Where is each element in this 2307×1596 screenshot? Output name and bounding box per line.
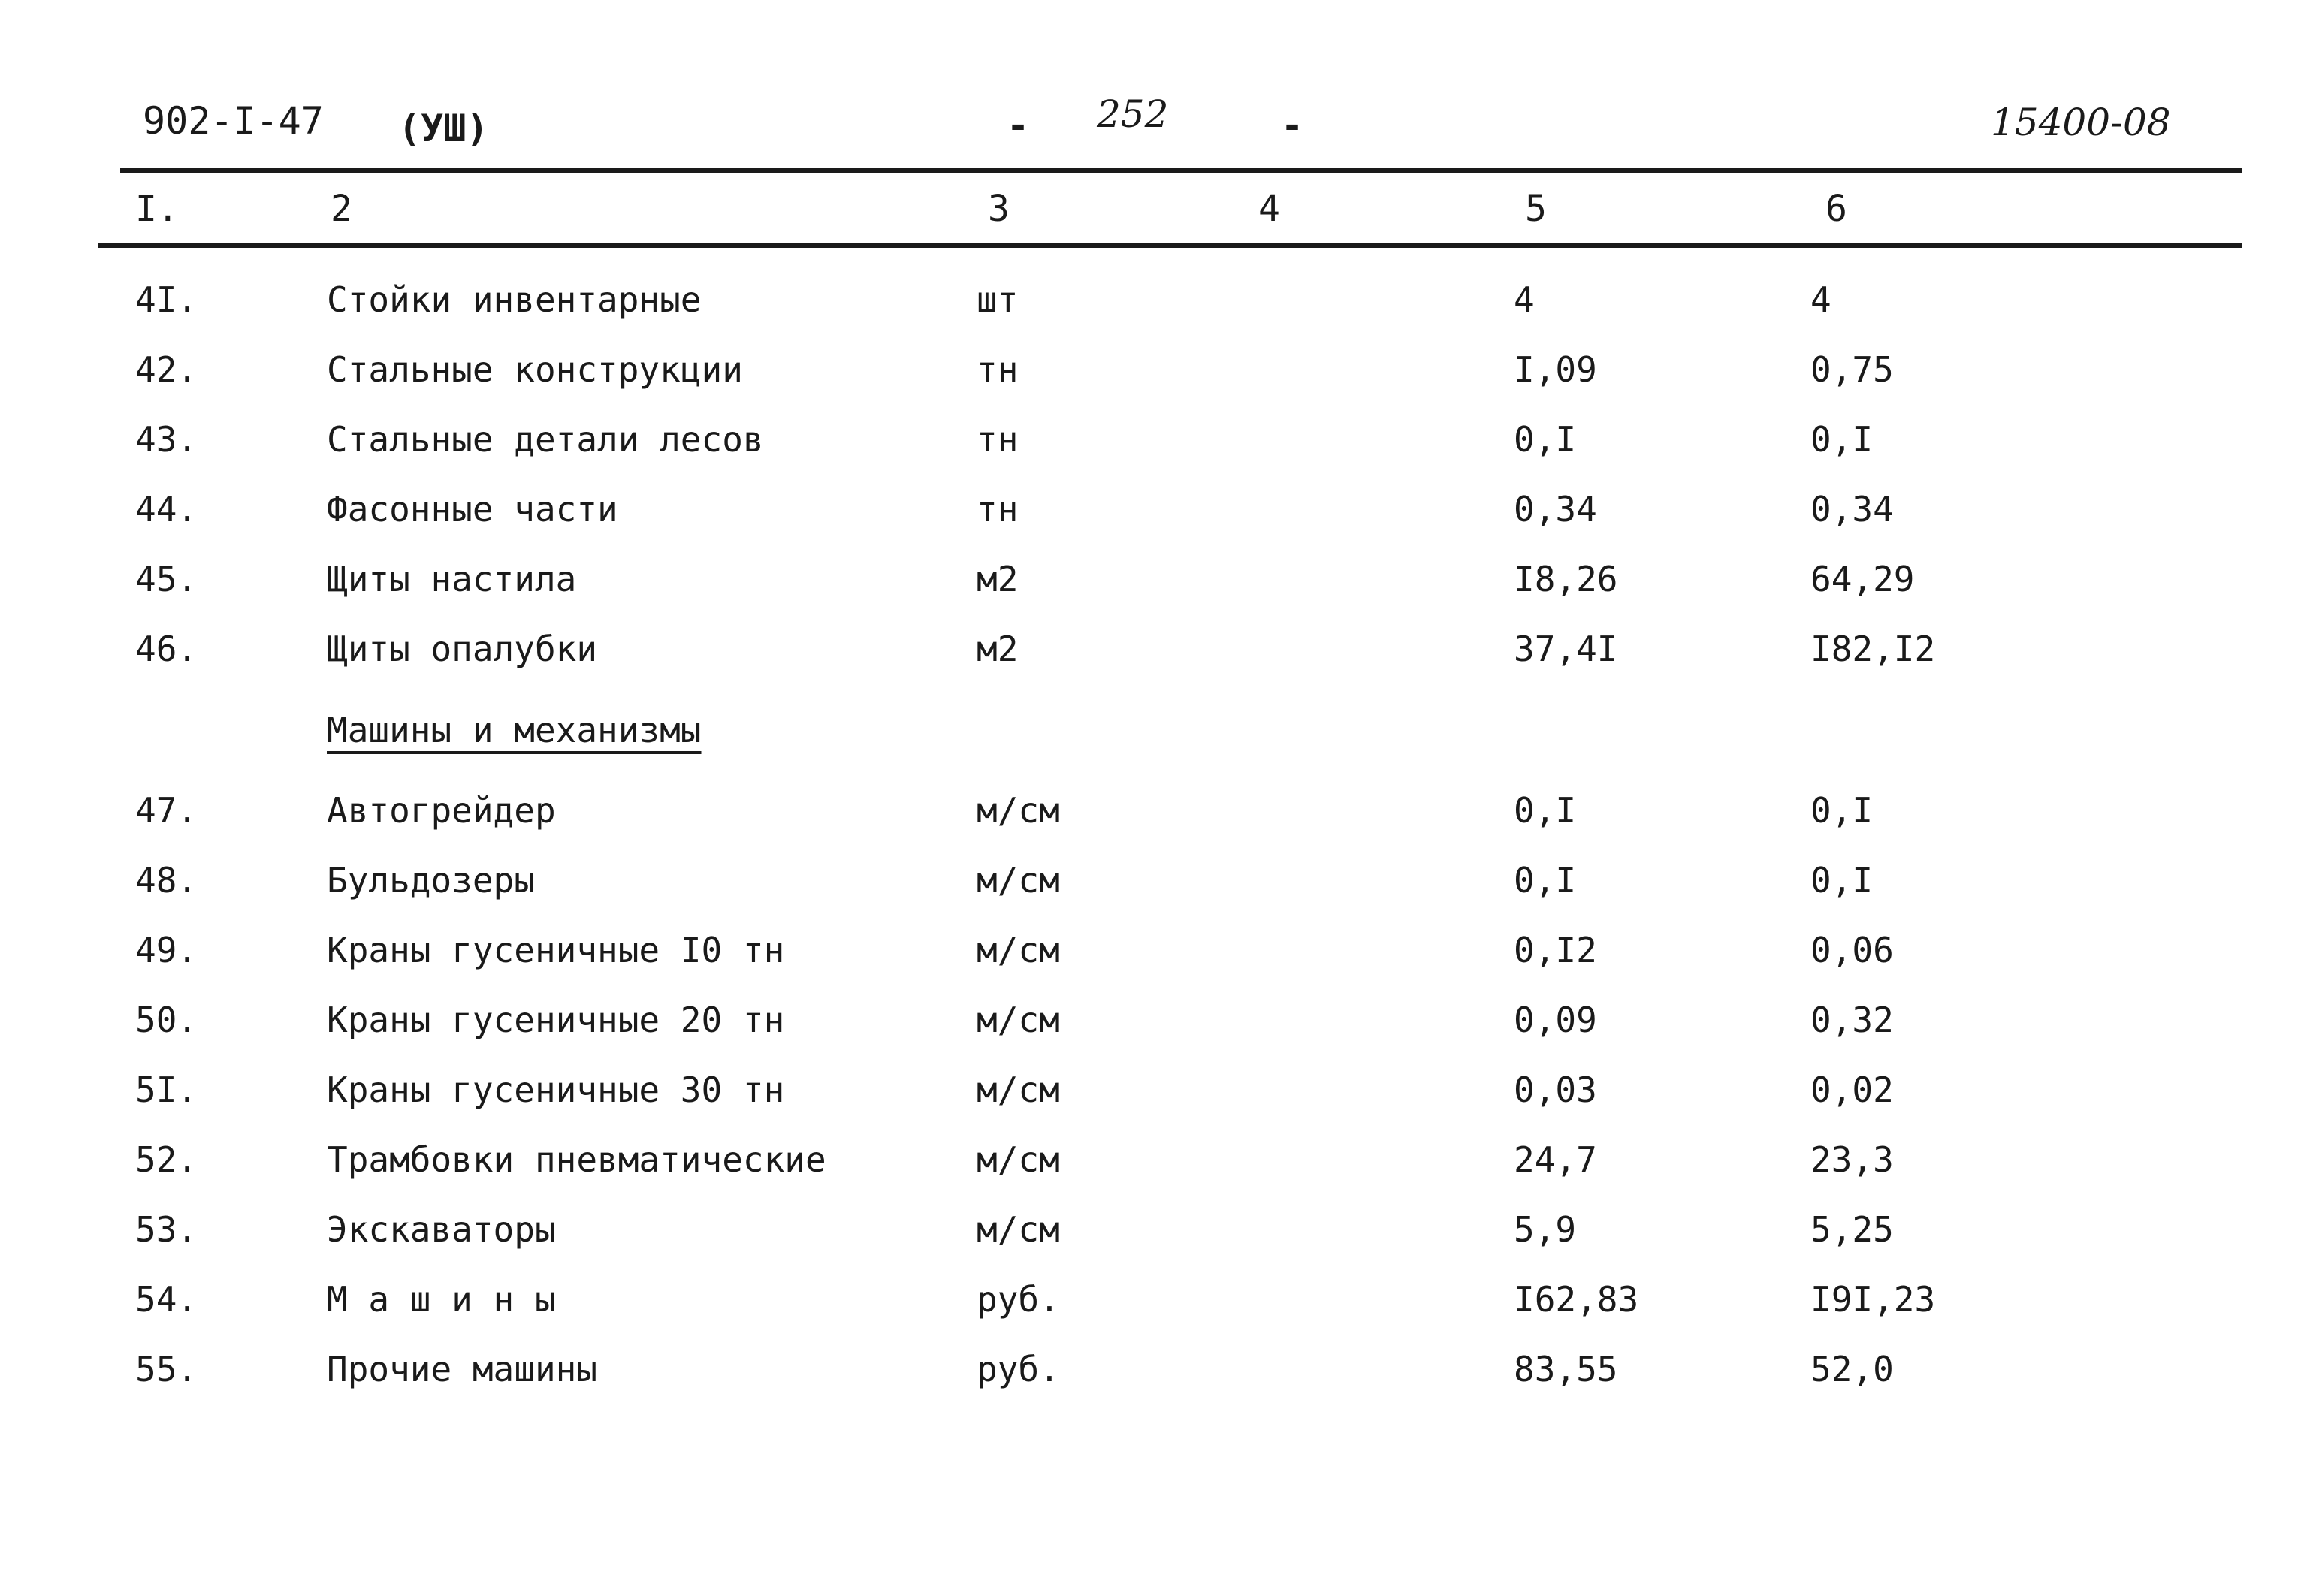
row-name: Краны гусеничные I0 тн [327,930,785,970]
row-unit: м/см [977,1070,1060,1110]
row-value-5: 0,09 [1514,1000,1597,1040]
row-name: Фасонные части [327,489,618,529]
reference-code: 15400-08 [1991,101,2171,144]
row-value-5: I,09 [1514,349,1597,390]
row-value-6: 0,I [1810,419,1874,460]
column-header-4: 4 [1258,188,1280,230]
row-name: Экскаваторы [327,1209,556,1250]
row-value-6: 0,I [1810,790,1874,831]
row-value-6: 23,3 [1810,1139,1894,1180]
row-unit: м/см [977,1139,1060,1180]
row-value-5: 0,I2 [1514,930,1597,970]
row-number: 45. [135,559,198,599]
row-unit: тн [977,349,1019,390]
table-row [0,1349,2307,1409]
table-row [0,559,2307,619]
row-name: Краны гусеничные 20 тн [327,1000,785,1040]
row-number: 47. [135,790,198,831]
row-unit: м/см [977,930,1060,970]
column-header-3: 3 [988,188,1010,230]
row-value-5: 24,7 [1514,1139,1597,1180]
row-number: 4I. [135,279,198,320]
row-unit: м2 [977,559,1019,599]
row-name: М а ш и н ы [327,1279,556,1320]
document-header [0,89,2307,164]
column-header-5: 5 [1525,188,1547,230]
row-value-6: I9I,23 [1810,1279,1936,1320]
page-number-dash-left: - [1007,104,1030,147]
row-name: Бульдозеры [327,860,535,901]
section-title: Машины и механизмы [327,710,702,750]
row-name: Трамбовки пневматические [327,1139,826,1180]
row-value-6: 0,06 [1810,930,1894,970]
row-unit: тн [977,419,1019,460]
table-row [0,419,2307,479]
table-row [0,489,2307,549]
row-value-5: 4 [1514,279,1535,320]
row-value-6: 64,29 [1810,559,1915,599]
row-name: Щиты опалубки [327,629,598,669]
row-name: Стальные детали лесов [327,419,764,460]
row-unit: м/см [977,1209,1060,1250]
column-header-1: I. [135,188,179,230]
row-value-5: 0,I [1514,419,1577,460]
row-value-6: 0,02 [1810,1070,1894,1110]
row-value-5: 83,55 [1514,1349,1618,1389]
page-number-dash-right: - [1281,104,1304,147]
row-number: 5I. [135,1070,198,1110]
column-header-2: 2 [331,188,352,230]
column-header-6: 6 [1825,188,1847,230]
table-row [0,279,2307,339]
row-name: Стойки инвентарные [327,279,702,320]
row-number: 52. [135,1139,198,1180]
row-unit: м/см [977,1000,1060,1040]
row-value-6: 5,25 [1810,1209,1894,1250]
row-number: 48. [135,860,198,901]
row-number: 42. [135,349,198,390]
row-value-6: 52,0 [1810,1349,1894,1389]
row-number: 43. [135,419,198,460]
row-unit: руб. [977,1279,1060,1320]
row-name: Краны гусеничные 30 тн [327,1070,785,1110]
table-row [0,1279,2307,1339]
table-row [0,629,2307,689]
row-name: Щиты настила [327,559,577,599]
row-value-6: I82,I2 [1810,629,1936,669]
row-number: 44. [135,489,198,529]
row-value-5: 5,9 [1514,1209,1577,1250]
document-variant: (УШ) [398,107,489,150]
row-value-5: 0,I [1514,860,1577,901]
table-row [0,930,2307,990]
row-value-6: 0,34 [1810,489,1894,529]
row-number: 50. [135,1000,198,1040]
row-name: Прочие машины [327,1349,598,1389]
header-rule-top [120,168,2242,173]
row-value-6: 4 [1810,279,1831,320]
table-row [0,1139,2307,1199]
row-value-6: 0,32 [1810,1000,1894,1040]
row-value-5: 0,34 [1514,489,1597,529]
row-unit: м/см [977,790,1060,831]
table-row [0,1000,2307,1060]
row-value-5: 0,03 [1514,1070,1597,1110]
table-row [0,1070,2307,1130]
header-rule-bottom [98,243,2242,248]
row-unit: м2 [977,629,1019,669]
row-unit: шт [977,279,1019,320]
row-value-5: I62,83 [1514,1279,1639,1320]
row-name: Автогрейдер [327,790,556,831]
row-number: 55. [135,1349,198,1389]
table-row [0,790,2307,850]
row-unit: тн [977,489,1019,529]
row-value-5: 37,4I [1514,629,1618,669]
row-value-5: I8,26 [1514,559,1618,599]
row-name: Стальные конструкции [327,349,743,390]
row-value-6: 0,I [1810,860,1874,901]
row-number: 54. [135,1279,198,1320]
table-row [0,860,2307,920]
row-unit: м/см [977,860,1060,901]
table-row [0,349,2307,409]
row-number: 46. [135,629,198,669]
table-row [0,1209,2307,1269]
page-number: 252 [1097,92,1169,136]
row-unit: руб. [977,1349,1060,1389]
row-number: 49. [135,930,198,970]
document-code: 902-I-47 [143,99,324,143]
row-value-6: 0,75 [1810,349,1894,390]
row-number: 53. [135,1209,198,1250]
row-value-5: 0,I [1514,790,1577,831]
